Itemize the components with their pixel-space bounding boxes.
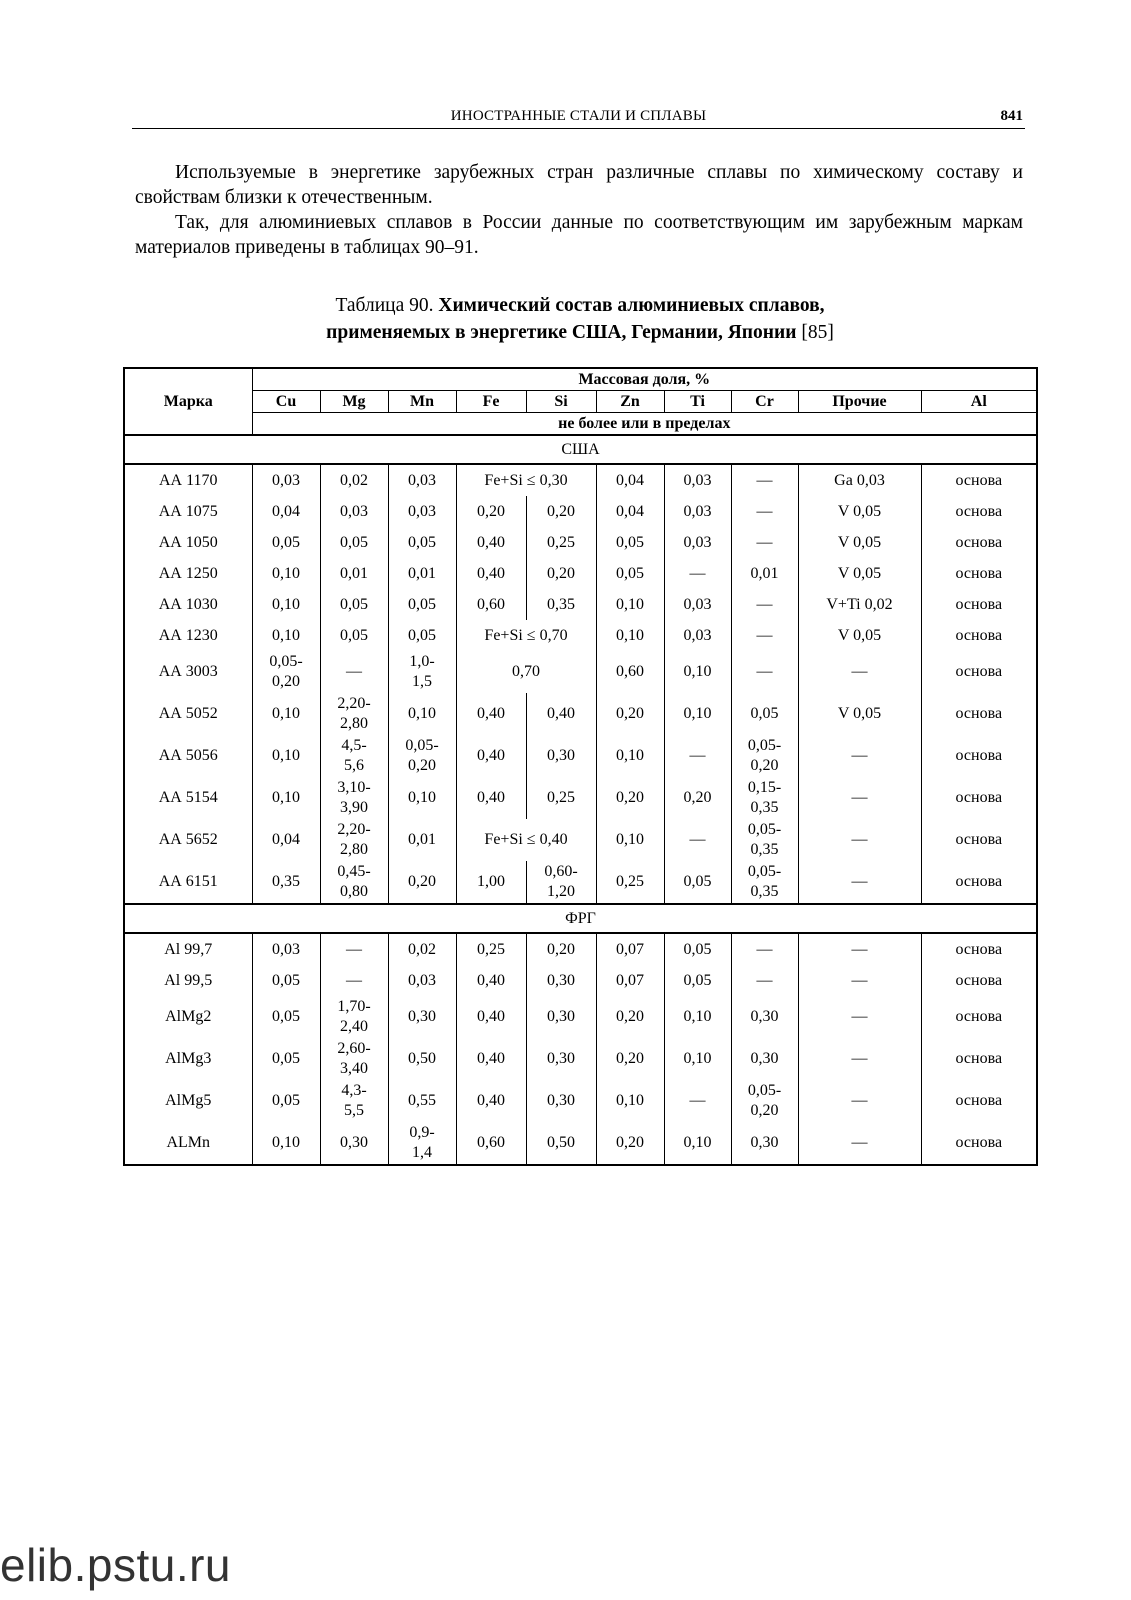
cell-mg: 0,01: [320, 558, 388, 589]
cell-other: —: [798, 1122, 921, 1165]
cell-zn: 0,10: [596, 735, 664, 777]
header-mn: Mn: [388, 391, 456, 413]
cell-fe: 0,40: [456, 735, 526, 777]
cell-mg: 4,3- 5,5: [320, 1080, 388, 1122]
cell-mn: 0,01: [388, 819, 456, 861]
cell-mg: —: [320, 933, 388, 965]
cell-mg: 0,05: [320, 589, 388, 620]
cell-cu: 0,05: [252, 527, 320, 558]
cell-cr: 0,15- 0,35: [731, 777, 798, 819]
cell-fe-si: 0,70: [456, 651, 596, 693]
cell-cu: 0,35: [252, 861, 320, 904]
cell-cr: 0,30: [731, 1122, 798, 1165]
cell-cr: 0,30: [731, 1038, 798, 1080]
header-ti: Ti: [664, 391, 731, 413]
table-row: [124, 1122, 1037, 1165]
cell-cu: 0,05: [252, 1038, 320, 1080]
cell-cr: —: [731, 527, 798, 558]
cell-al: основа: [921, 1038, 1037, 1080]
section-title: США: [124, 435, 1037, 464]
cell-cu: 0,10: [252, 777, 320, 819]
cell-mg: 3,10- 3,90: [320, 777, 388, 819]
cell-fe: 0,40: [456, 777, 526, 819]
cell-mn: 0,10: [388, 693, 456, 735]
cell-cu: 0,04: [252, 819, 320, 861]
cell-fe: 0,40: [456, 558, 526, 589]
cell-ti: —: [664, 558, 731, 589]
cell-mn: 0,01: [388, 558, 456, 589]
cell-si: 0,25: [526, 777, 596, 819]
cell-al: основа: [921, 496, 1037, 527]
cell-mg: 2,60- 3,40: [320, 1038, 388, 1080]
cell-cu: 0,05: [252, 965, 320, 996]
cell-ti: 0,10: [664, 1038, 731, 1080]
cell-al: основа: [921, 558, 1037, 589]
cell-al: основа: [921, 651, 1037, 693]
cell-al: основа: [921, 777, 1037, 819]
cell-si: 0,30: [526, 996, 596, 1038]
cell-cu: 0,10: [252, 558, 320, 589]
table-row: [124, 464, 1037, 496]
header-other: Прочие: [798, 391, 921, 413]
cell-fe: 0,60: [456, 1122, 526, 1165]
cell-cr: —: [731, 496, 798, 527]
cell-ti: 0,10: [664, 1122, 731, 1165]
cell-ti: 0,20: [664, 777, 731, 819]
cell-fe: 0,60: [456, 589, 526, 620]
cell-mark: ALMn: [124, 1122, 252, 1165]
table-row: [124, 558, 1037, 589]
cell-mark: АА 1050: [124, 527, 252, 558]
cell-ti: 0,10: [664, 693, 731, 735]
cell-mark: АА 5052: [124, 693, 252, 735]
cell-other: —: [798, 996, 921, 1038]
cell-al: основа: [921, 861, 1037, 904]
cell-other: V 0,05: [798, 693, 921, 735]
table-row: [124, 496, 1037, 527]
cell-other: —: [798, 1080, 921, 1122]
cell-mn: 0,05: [388, 589, 456, 620]
header-cr: Cr: [731, 391, 798, 413]
cell-other: —: [798, 777, 921, 819]
cell-mark: Al 99,7: [124, 933, 252, 965]
cell-cr: —: [731, 933, 798, 965]
cell-mg: 0,30: [320, 1122, 388, 1165]
cell-mn: 0,05- 0,20: [388, 735, 456, 777]
cell-cr: 0,01: [731, 558, 798, 589]
cell-mn: 0,9- 1,4: [388, 1122, 456, 1165]
cell-al: основа: [921, 620, 1037, 651]
cell-other: —: [798, 1038, 921, 1080]
cell-cu: 0,10: [252, 620, 320, 651]
cell-si: 0,30: [526, 735, 596, 777]
cell-al: основа: [921, 819, 1037, 861]
header-cu: Cu: [252, 391, 320, 413]
cell-mg: 2,20- 2,80: [320, 819, 388, 861]
cell-cr: —: [731, 589, 798, 620]
cell-fe: 0,40: [456, 1038, 526, 1080]
cell-mark: AlMg3: [124, 1038, 252, 1080]
cell-mg: 0,03: [320, 496, 388, 527]
cell-al: основа: [921, 1122, 1037, 1165]
cell-other: V 0,05: [798, 558, 921, 589]
header-al: Al: [921, 391, 1037, 413]
cell-al: основа: [921, 965, 1037, 996]
header-group: Массовая доля, %: [252, 368, 1037, 391]
cell-zn: 0,20: [596, 693, 664, 735]
page-header: [132, 106, 1025, 129]
cell-mn: 0,03: [388, 464, 456, 496]
cell-cu: 0,05- 0,20: [252, 651, 320, 693]
section-title: ФРГ: [124, 904, 1037, 933]
cell-zn: 0,25: [596, 861, 664, 904]
cell-other: —: [798, 735, 921, 777]
cell-mark: АА 5154: [124, 777, 252, 819]
cell-zn: 0,05: [596, 527, 664, 558]
cell-ti: 0,10: [664, 651, 731, 693]
cell-mn: 0,55: [388, 1080, 456, 1122]
cell-cu: 0,05: [252, 996, 320, 1038]
cell-ti: 0,03: [664, 496, 731, 527]
composition-table: [123, 367, 1038, 1166]
cell-mg: 0,05: [320, 527, 388, 558]
header-mark: Марка: [124, 368, 252, 435]
cell-mark: АА 1030: [124, 589, 252, 620]
cell-al: основа: [921, 527, 1037, 558]
cell-zn: 0,20: [596, 777, 664, 819]
cell-si: 0,20: [526, 496, 596, 527]
table-row: [124, 996, 1037, 1038]
cell-al: основа: [921, 735, 1037, 777]
cell-cu: 0,03: [252, 464, 320, 496]
table-row: [124, 777, 1037, 819]
cell-mark: АА 1230: [124, 620, 252, 651]
section-row: [124, 435, 1037, 464]
cell-cu: 0,10: [252, 735, 320, 777]
cell-al: основа: [921, 933, 1037, 965]
cell-ti: 0,10: [664, 996, 731, 1038]
cell-fe: 0,40: [456, 996, 526, 1038]
cell-cr: 0,05- 0,35: [731, 819, 798, 861]
cell-cr: —: [731, 464, 798, 496]
cell-si: 0,35: [526, 589, 596, 620]
cell-zn: 0,60: [596, 651, 664, 693]
cell-al: основа: [921, 996, 1037, 1038]
cell-al: основа: [921, 1080, 1037, 1122]
cell-al: основа: [921, 464, 1037, 496]
body-text: [135, 160, 1023, 260]
cell-ti: —: [664, 1080, 731, 1122]
cell-ti: 0,05: [664, 965, 731, 996]
cell-fe: 0,25: [456, 933, 526, 965]
cell-ti: 0,03: [664, 527, 731, 558]
cell-mark: АА 1075: [124, 496, 252, 527]
cell-zn: 0,04: [596, 464, 664, 496]
cell-fe: 0,40: [456, 527, 526, 558]
header-si: Si: [526, 391, 596, 413]
cell-mn: 0,50: [388, 1038, 456, 1080]
caption-title-line2: применяемых в энергетике США, Германии, Японии: [326, 322, 797, 343]
table-row: [124, 693, 1037, 735]
running-title: ИНОСТРАННЫЕ СТАЛИ И СПЛАВЫ: [450, 108, 707, 124]
cell-other: —: [798, 933, 921, 965]
caption-prefix: Таблица 90.: [335, 295, 439, 316]
cell-fe: 0,40: [456, 1080, 526, 1122]
cell-cu: 0,10: [252, 1122, 320, 1165]
cell-other: —: [798, 861, 921, 904]
paragraph: Используемые в энергетике зарубежных стран различные сплавы по химическому составу и свойствам близки к отечественным.: [135, 162, 1023, 208]
cell-cu: 0,04: [252, 496, 320, 527]
cell-cu: 0,10: [252, 589, 320, 620]
cell-fe-si: Fe+Si ≤ 0,40: [456, 819, 596, 861]
page-number: 841: [1000, 108, 1023, 124]
cell-fe: 0,40: [456, 965, 526, 996]
cell-other: Ga 0,03: [798, 464, 921, 496]
header-mg: Mg: [320, 391, 388, 413]
cell-zn: 0,07: [596, 965, 664, 996]
cell-mn: 0,02: [388, 933, 456, 965]
header-zn: Zn: [596, 391, 664, 413]
cell-mark: АА 5652: [124, 819, 252, 861]
cell-si: 0,20: [526, 558, 596, 589]
cell-mark: AlMg2: [124, 996, 252, 1038]
cell-mn: 0,03: [388, 496, 456, 527]
cell-mn: 0,05: [388, 527, 456, 558]
cell-zn: 0,20: [596, 1038, 664, 1080]
cell-fe-si: Fe+Si ≤ 0,30: [456, 464, 596, 496]
table-row: [124, 620, 1037, 651]
cell-mark: АА 1250: [124, 558, 252, 589]
cell-cr: —: [731, 620, 798, 651]
cell-mn: 0,03: [388, 965, 456, 996]
cell-mn: 0,20: [388, 861, 456, 904]
cell-zn: 0,04: [596, 496, 664, 527]
cell-zn: 0,10: [596, 1080, 664, 1122]
cell-si: 0,30: [526, 1080, 596, 1122]
cell-other: V+Ti 0,02: [798, 589, 921, 620]
cell-mn: 0,30: [388, 996, 456, 1038]
cell-mark: Al 99,5: [124, 965, 252, 996]
cell-other: —: [798, 965, 921, 996]
cell-ti: —: [664, 735, 731, 777]
caption-title-line1: Химический состав алюминиевых сплавов,: [438, 295, 825, 316]
cell-other: —: [798, 819, 921, 861]
cell-cu: 0,03: [252, 933, 320, 965]
cell-mg: 4,5- 5,6: [320, 735, 388, 777]
table-row: [124, 965, 1037, 996]
cell-mark: АА 5056: [124, 735, 252, 777]
paragraph: Так, для алюминиевых сплавов в России данные по соответствующим им зарубежным маркам материалов приведены в таблицах 90–91.: [135, 212, 1023, 258]
cell-mark: АА 6151: [124, 861, 252, 904]
cell-ti: 0,05: [664, 861, 731, 904]
table-body: [124, 435, 1037, 1165]
table-row: [124, 651, 1037, 693]
cell-mn: 1,0- 1,5: [388, 651, 456, 693]
cell-cr: 0,05: [731, 693, 798, 735]
table-row: [124, 1080, 1037, 1122]
cell-cr: 0,05- 0,20: [731, 1080, 798, 1122]
cell-al: основа: [921, 693, 1037, 735]
cell-ti: 0,05: [664, 933, 731, 965]
cell-mark: AlMg5: [124, 1080, 252, 1122]
cell-mg: 0,45- 0,80: [320, 861, 388, 904]
cell-fe-si: Fe+Si ≤ 0,70: [456, 620, 596, 651]
cell-cr: 0,05- 0,20: [731, 735, 798, 777]
cell-other: V 0,05: [798, 620, 921, 651]
cell-zn: 0,10: [596, 589, 664, 620]
cell-mg: 2,20- 2,80: [320, 693, 388, 735]
header-fe: Fe: [456, 391, 526, 413]
section-row: [124, 904, 1037, 933]
cell-zn: 0,07: [596, 933, 664, 965]
table-caption: [130, 292, 1030, 346]
cell-al: основа: [921, 589, 1037, 620]
cell-fe: 0,20: [456, 496, 526, 527]
cell-si: 0,50: [526, 1122, 596, 1165]
cell-cu: 0,10: [252, 693, 320, 735]
cell-cr: 0,30: [731, 996, 798, 1038]
cell-mg: 0,05: [320, 620, 388, 651]
cell-ti: 0,03: [664, 589, 731, 620]
cell-mg: 1,70- 2,40: [320, 996, 388, 1038]
table-row: [124, 933, 1037, 965]
cell-zn: 0,10: [596, 620, 664, 651]
table-row: [124, 819, 1037, 861]
cell-mark: АА 3003: [124, 651, 252, 693]
cell-si: 0,60- 1,20: [526, 861, 596, 904]
cell-mg: —: [320, 965, 388, 996]
cell-si: 0,25: [526, 527, 596, 558]
cell-si: 0,40: [526, 693, 596, 735]
cell-mn: 0,10: [388, 777, 456, 819]
cell-other: V 0,05: [798, 496, 921, 527]
cell-si: 0,30: [526, 1038, 596, 1080]
cell-zn: 0,20: [596, 996, 664, 1038]
cell-mg: 0,02: [320, 464, 388, 496]
cell-ti: 0,03: [664, 464, 731, 496]
table-row: [124, 527, 1037, 558]
table-row: [124, 589, 1037, 620]
cell-si: 0,30: [526, 965, 596, 996]
cell-fe: 1,00: [456, 861, 526, 904]
cell-cu: 0,05: [252, 1080, 320, 1122]
cell-other: V 0,05: [798, 527, 921, 558]
cell-ti: —: [664, 819, 731, 861]
table-row: [124, 1038, 1037, 1080]
cell-cr: 0,05- 0,35: [731, 861, 798, 904]
caption-ref: [85]: [796, 322, 834, 343]
cell-zn: 0,05: [596, 558, 664, 589]
table-row: [124, 735, 1037, 777]
cell-zn: 0,20: [596, 1122, 664, 1165]
cell-mg: —: [320, 651, 388, 693]
cell-mn: 0,05: [388, 620, 456, 651]
cell-mark: АА 1170: [124, 464, 252, 496]
watermark: elib.pstu.ru: [0, 1539, 232, 1591]
cell-ti: 0,03: [664, 620, 731, 651]
header-note: не более или в пределах: [252, 413, 1037, 436]
cell-other: —: [798, 651, 921, 693]
table-row: [124, 861, 1037, 904]
cell-fe: 0,40: [456, 693, 526, 735]
cell-cr: —: [731, 651, 798, 693]
cell-zn: 0,10: [596, 819, 664, 861]
cell-cr: —: [731, 965, 798, 996]
cell-si: 0,20: [526, 933, 596, 965]
